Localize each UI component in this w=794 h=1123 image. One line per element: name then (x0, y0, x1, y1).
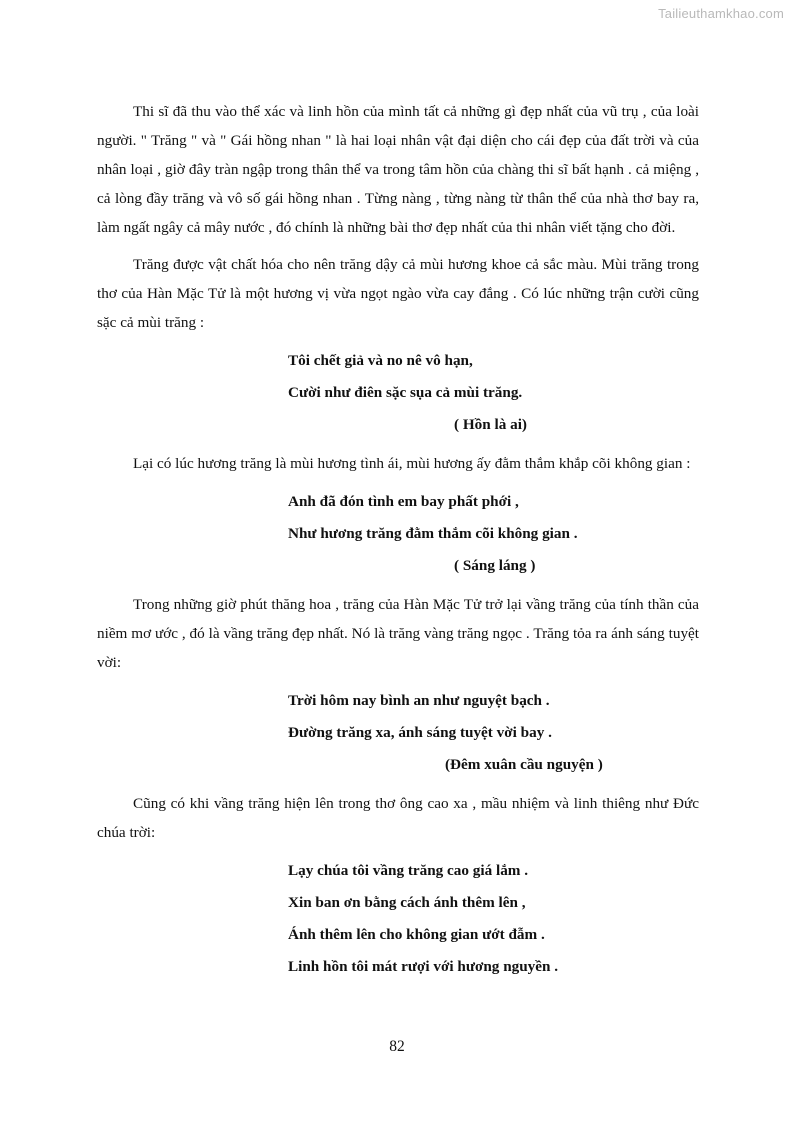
poem-line: Ánh thêm lên cho không gian ướt đẫm . (288, 926, 545, 943)
paragraph-5: Cũng có khi vầng trăng hiện lên trong thơ ông cao xa , mầu nhiệm và linh thiêng như Đức chúa trời: (97, 795, 699, 841)
paragraph-4: Trong những giờ phút thăng hoa , trăng của Hàn Mặc Tử trở lại vầng trăng của tính thần của niềm mơ ước , đó là vầng trăng đẹp nhất. Nó là trăng vàng trăng ngọc . Trăng tỏa ra ánh sáng tuyệt vời: (97, 596, 699, 671)
poem-source: ( Sáng láng ) (454, 557, 536, 574)
document-body (97, 97, 699, 991)
paragraph-3: Lại có lúc hương trăng là mùi hương tình ái, mùi hương ấy đằm thắm khắp cõi không gian : (133, 455, 691, 472)
poem-excerpt-1 (288, 345, 699, 441)
poem-line: Lạy chúa tôi vầng trăng cao giá lắm . (288, 862, 529, 879)
watermark: Tailieuthamkhao.com (658, 6, 784, 21)
poem-excerpt-4 (288, 855, 699, 983)
poem-line: Cười như điên sặc sụa cả mùi trăng. (288, 384, 523, 401)
poem-line: Tôi chết giả và no nê vô hạn, (288, 352, 473, 369)
poem-source: (Đêm xuân cầu nguyện ) (445, 756, 603, 773)
poem-line: Trời hôm nay bình an như nguyệt bạch . (288, 692, 550, 709)
paragraph-1: Thi sĩ đã thu vào thể xác và linh hồn của mình tất cả những gì đẹp nhất của vũ trụ , của loài người. " Trăng " và " Gái hồng nhan " là hai loại nhân vật đại diện cho cái đẹp của đất trời và của nhân loại , giờ đây tràn ngập trong thân thể va trong tâm hồn của chàng thi sĩ bất hạnh . cả miệng , cả lòng đầy trăng và vô số gái hồng nhan . Từng nàng , từng nàng từ thân thể của nhà thơ bay ra, làm ngất ngây cả mây nước , đó chính là những bài thơ đẹp nhất của thi nhân viết tặng cho đời. (97, 103, 699, 236)
poem-line: Anh đã đón tình em bay phất phới , (288, 493, 519, 510)
poem-source: ( Hồn là ai) (454, 416, 527, 433)
paragraph-2: Trăng được vật chất hóa cho nên trăng dậy cả mùi hương khoe cả sắc màu. Mùi trăng trong thơ của Hàn Mặc Tử là một hương vị vừa ngọt ngào vừa cay đắng . Có lúc những trận cười cũng sặc cả mùi trăng : (97, 256, 699, 331)
poem-line: Linh hồn tôi mát rượi với hương nguyền . (288, 958, 559, 975)
poem-excerpt-3 (288, 685, 699, 781)
poem-excerpt-2 (288, 486, 699, 582)
poem-line: Như hương trăng đằm thắm cõi không gian . (288, 525, 578, 542)
page-number: 82 (389, 1038, 405, 1055)
poem-line: Xin ban ơn bằng cách ánh thêm lên , (288, 894, 526, 911)
poem-line: Đường trăng xa, ánh sáng tuyệt vời bay . (288, 724, 552, 741)
